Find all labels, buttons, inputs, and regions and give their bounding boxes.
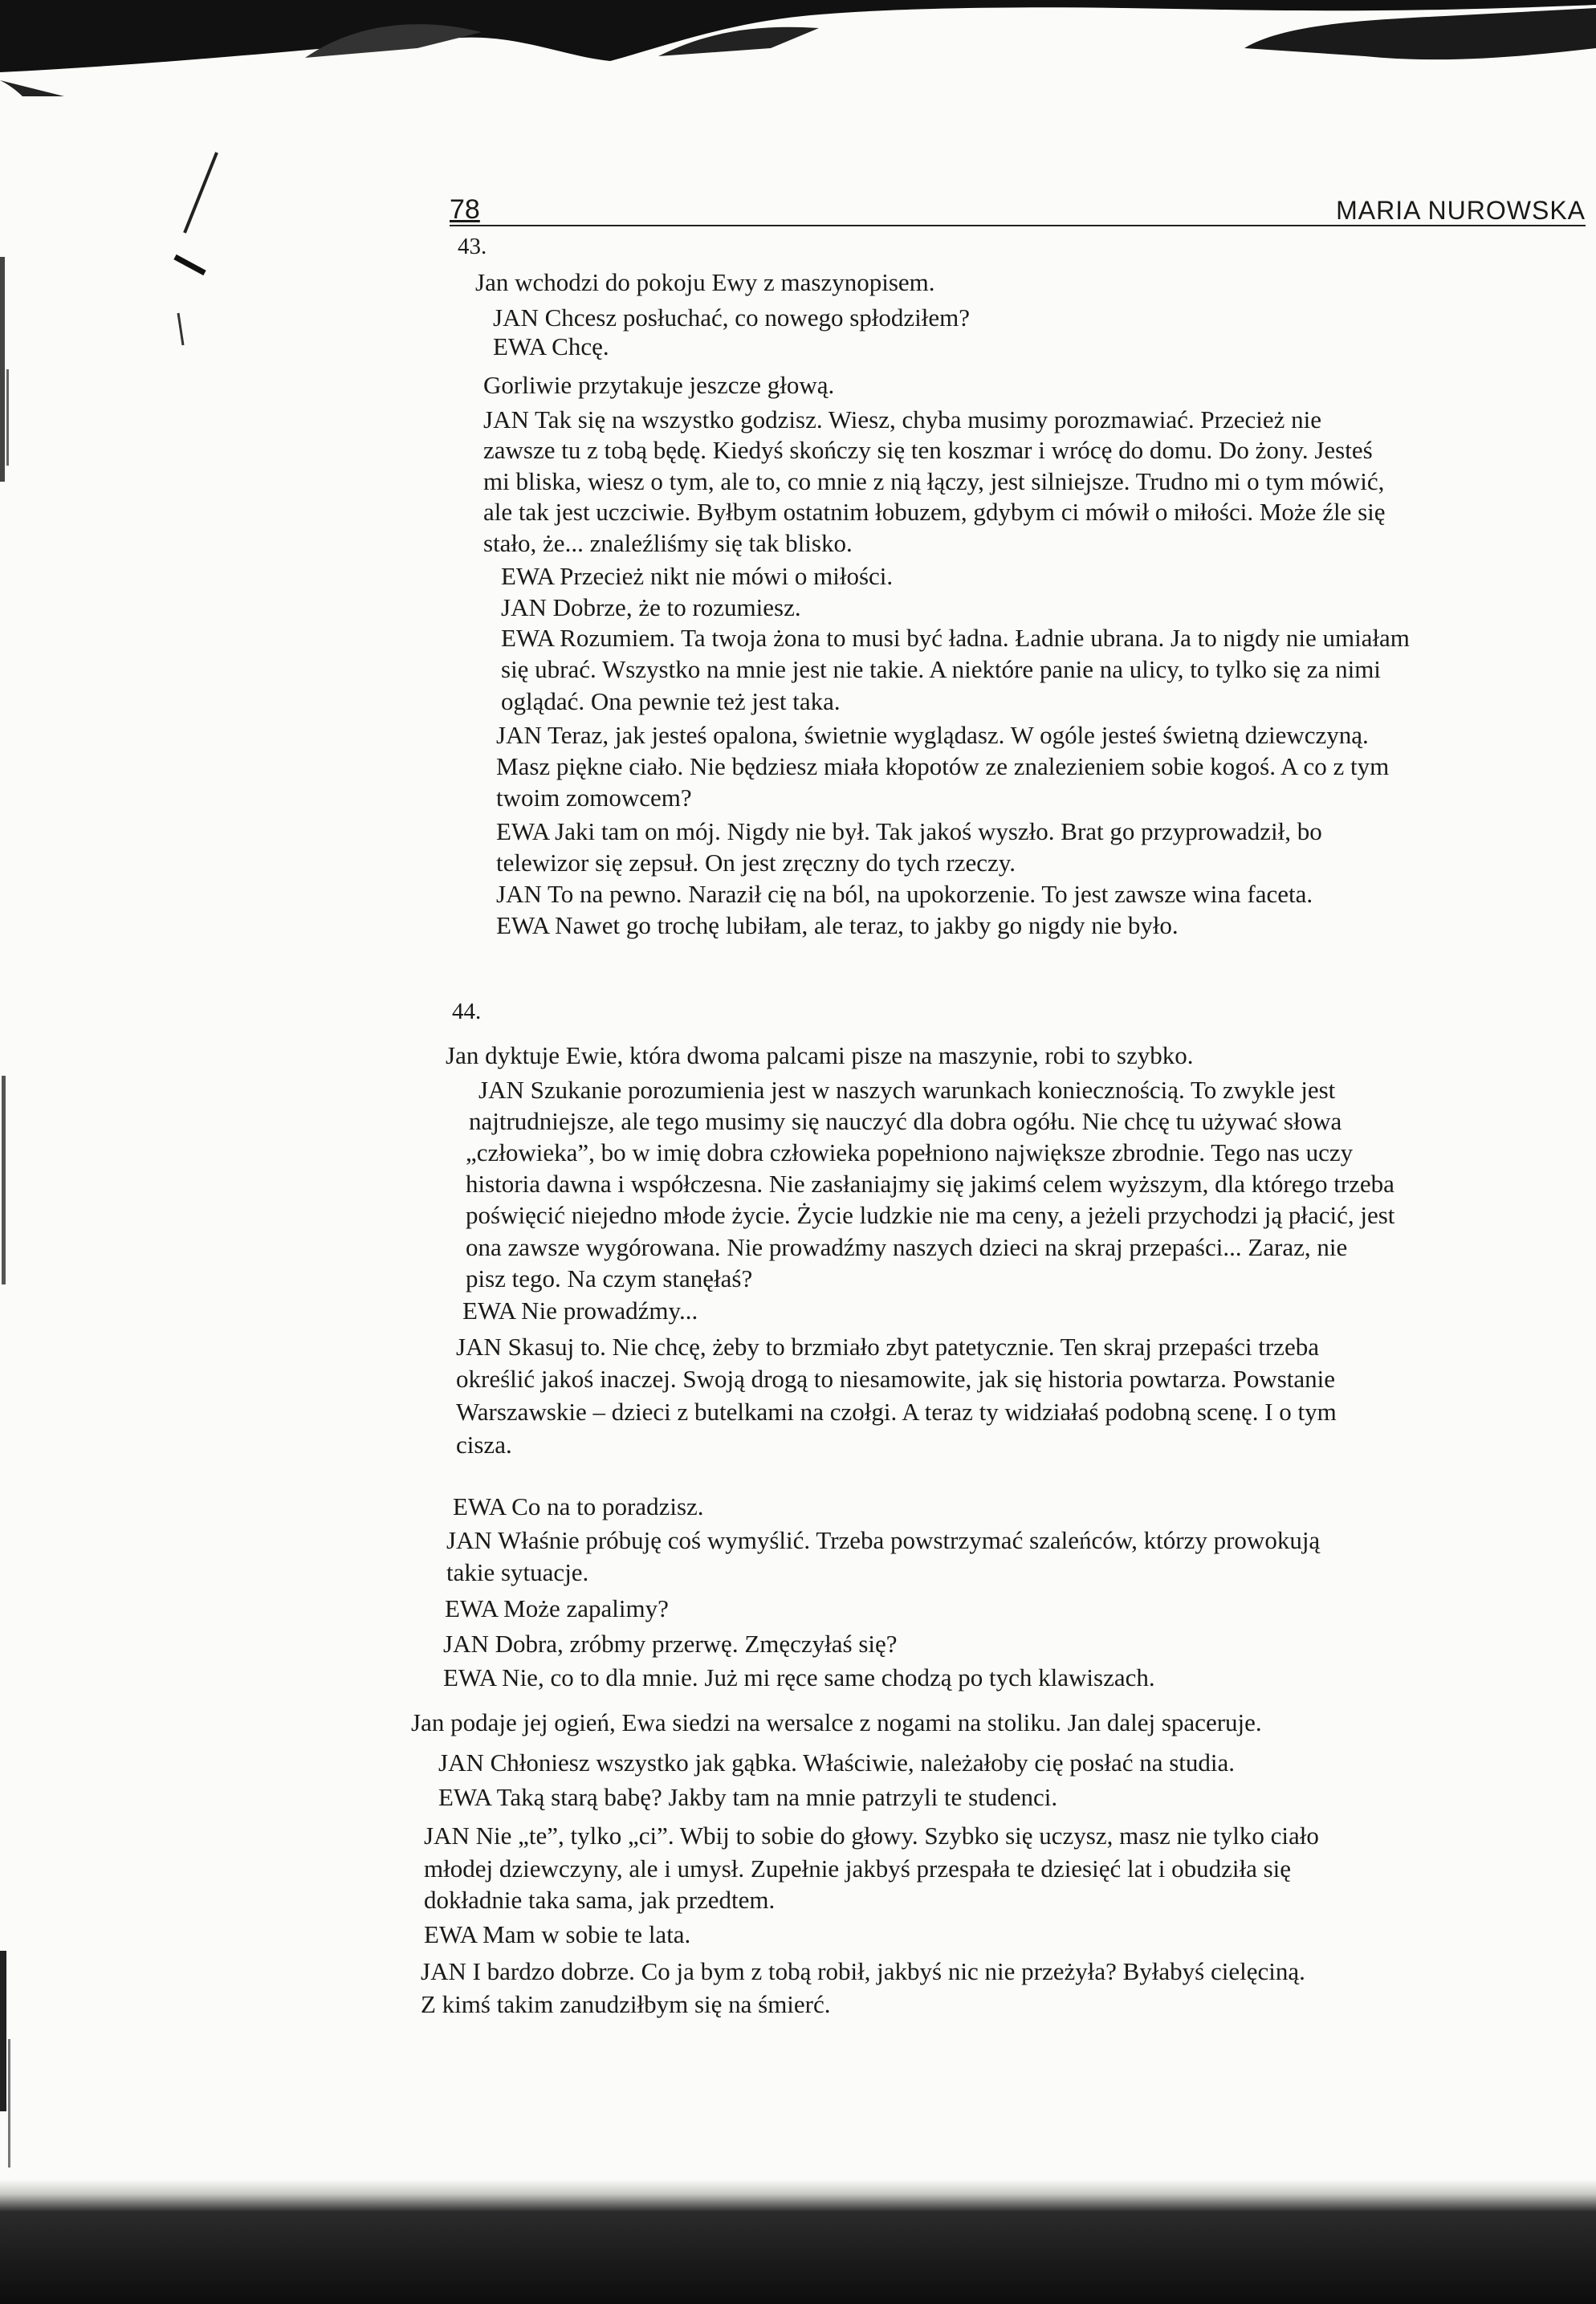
dialogue-line: EWA Nie, co to dla mnie. Już mi ręce same chodzą po tych klawiszach. bbox=[443, 1663, 1155, 1691]
scene-number-44: 44. bbox=[452, 999, 482, 1024]
dialogue-line: EWA Taką starą babę? Jakby tam na mnie patrzyli te studenci. bbox=[438, 1783, 1058, 1811]
stage-direction: Jan dyktuje Ewie, która dwoma palcami pisze na maszynie, robi to szybko. bbox=[446, 1041, 1194, 1069]
dialogue-line: poświęcić niejedno młode życie. Życie ludzkie nie ma ceny, a jeżeli przychodzi ją płacić, jest bbox=[466, 1201, 1395, 1229]
dialogue-line: JAN Chcesz posłuchać, co nowego spłodziłem? bbox=[493, 303, 971, 332]
stage-direction: Jan wchodzi do pokoju Ewy z maszynopisem. bbox=[475, 268, 935, 296]
dialogue-line: JAN Szukanie porozumienia jest w naszych warunkach koniecznością. To zwykle jest bbox=[478, 1076, 1336, 1104]
dialogue-line: JAN Tak się na wszystko godzisz. Wiesz, chyba musimy porozmawiać. Przecież nie bbox=[483, 405, 1321, 434]
dialogue-line: JAN Skasuj to. Nie chcę, żeby to brzmiało zbyt patetycznie. Ten skraj przepaści trzeba bbox=[456, 1333, 1319, 1361]
dialogue-line: JAN Dobrze, że to rozumiesz. bbox=[501, 593, 801, 621]
page-number: 78 bbox=[450, 194, 480, 225]
dialogue-line: cisza. bbox=[456, 1431, 512, 1459]
dialogue-line: EWA Rozumiem. Ta twoja żona to musi być ładna. Ładnie ubrana. Ja to nigdy nie umiałam bbox=[501, 624, 1410, 652]
running-head-author: MARIA NUROWSKA bbox=[1336, 196, 1586, 225]
dialogue-line: ale tak jest uczciwie. Byłbym ostatnim łobuzem, gdybym ci mówił o miłości. Może źle się bbox=[483, 498, 1386, 526]
dialogue-line: określić jakoś inaczej. Swoją drogą to niesamowite, jak się historia powtarza. Powstanie bbox=[456, 1365, 1336, 1393]
dialogue-line: EWA Nawet go trochę lubiłam, ale teraz, to jakby go nigdy nie było. bbox=[496, 911, 1179, 939]
dialogue-line: EWA Nie prowadźmy... bbox=[462, 1297, 698, 1325]
dialogue-line: mi bliska, wiesz o tym, ale to, co mnie z nią łączy, jest silniejsze. Trudno mi o tym mówić, bbox=[483, 467, 1385, 495]
dialogue-line: Warszawskie – dzieci z butelkami na czołgi. A teraz ty widziałaś podobną scenę. I o tym bbox=[456, 1398, 1337, 1426]
dialogue-line: JAN I bardzo dobrze. Co ja bym z tobą robił, jakbyś nic nie przeżyła? Byłabyś cielęciną. bbox=[421, 1957, 1305, 1985]
dialogue-line: oglądać. Ona pewnie też jest taka. bbox=[501, 687, 841, 715]
dialogue-line: JAN Chłoniesz wszystko jak gąbka. Właściwie, należałoby cię posłać na studia. bbox=[438, 1748, 1236, 1777]
dialogue-line: Masz piękne ciało. Nie będziesz miała kłopotów ze znalezieniem sobie kogoś. A co z tym bbox=[496, 752, 1390, 780]
scene-number-43: 43. bbox=[458, 234, 487, 259]
dialogue-line: EWA Jaki tam on mój. Nigdy nie był. Tak jakoś wyszło. Brat go przyprowadził, bo bbox=[496, 817, 1322, 845]
dialogue-line: się ubrać. Wszystko na mnie jest nie takie. A niektóre panie na ulicy, to tylko się za nimi bbox=[501, 655, 1381, 683]
dialogue-line: JAN Teraz, jak jesteś opalona, świetnie wyglądasz. W ogóle jesteś świetną dziewczyną. bbox=[496, 721, 1369, 749]
dialogue-line: telewizor się zepsuł. On jest zręczny do tych rzeczy. bbox=[496, 849, 1016, 877]
scan-margin-marks bbox=[161, 145, 257, 369]
dialogue-line: historia dawna i współczesna. Nie zasłaniajmy się jakimś celem wyższym, dla którego trzeba bbox=[466, 1170, 1394, 1198]
dialogue-line: dokładnie taka sama, jak przedtem. bbox=[424, 1886, 776, 1914]
dialogue-line: EWA Może zapalimy? bbox=[445, 1594, 669, 1622]
stage-direction: Jan podaje jej ogień, Ewa siedzi na wersalce z nogami na stoliku. Jan dalej spaceruje. bbox=[411, 1708, 1262, 1736]
dialogue-line: młodej dziewczyny, ale i umysł. Zupełnie jakbyś przespała te dziesięć lat i obudziła się bbox=[424, 1854, 1292, 1883]
scan-top-edge bbox=[0, 0, 1596, 96]
dialogue-line: ona zawsze wygórowana. Nie prowadźmy naszych dzieci na skraj przepaści... Zaraz, nie bbox=[466, 1233, 1348, 1261]
scan-bottom-edge bbox=[0, 2180, 1596, 2304]
dialogue-line: EWA Przecież nikt nie mówi o miłości. bbox=[501, 562, 894, 590]
dialogue-line: „człowieka”, bo w imię dobra człowieka popełniono największe zbrodnie. Tego nas uczy bbox=[466, 1138, 1354, 1166]
dialogue-line: JAN Dobra, zróbmy przerwę. Zmęczyłaś się? bbox=[443, 1630, 898, 1658]
dialogue-line: pisz tego. Na czym stanęłaś? bbox=[466, 1264, 753, 1292]
dialogue-line: JAN To na pewno. Naraził cię na ból, na upokorzenie. To jest zawsze wina faceta. bbox=[496, 880, 1313, 908]
dialogue-line: JAN Właśnie próbuję coś wymyślić. Trzeba powstrzymać szaleńców, którzy prowokują bbox=[446, 1526, 1321, 1554]
dialogue-line: takie sytuacje. bbox=[446, 1558, 589, 1586]
dialogue-line: zawsze tu z tobą będę. Kiedyś skończy się ten koszmar i wrócę do domu. Do żony. Jesteś bbox=[483, 436, 1373, 464]
dialogue-line: Z kimś takim zanudziłbym się na śmierć. bbox=[421, 1990, 831, 2018]
dialogue-line: stało, że... znaleźliśmy się tak blisko. bbox=[483, 529, 853, 557]
dialogue-line: JAN Nie „te”, tylko „ci”. Wbij to sobie do głowy. Szybko się uczysz, masz nie tylko ciało bbox=[424, 1822, 1319, 1850]
scan-left-edge bbox=[0, 128, 40, 2184]
dialogue-line: najtrudniejsze, ale tego musimy się nauczyć dla dobra ogółu. Nie chcę tu używać słowa bbox=[469, 1107, 1342, 1135]
dialogue-line: EWA Chcę. bbox=[493, 332, 609, 360]
dialogue-line: EWA Co na to poradzisz. bbox=[453, 1492, 704, 1520]
page-header bbox=[450, 193, 1586, 226]
dialogue-line: twoim zomowcem? bbox=[496, 784, 692, 812]
dialogue-line: EWA Mam w sobie te lata. bbox=[424, 1920, 691, 1948]
stage-direction: Gorliwie przytakuje jeszcze głową. bbox=[483, 371, 835, 399]
